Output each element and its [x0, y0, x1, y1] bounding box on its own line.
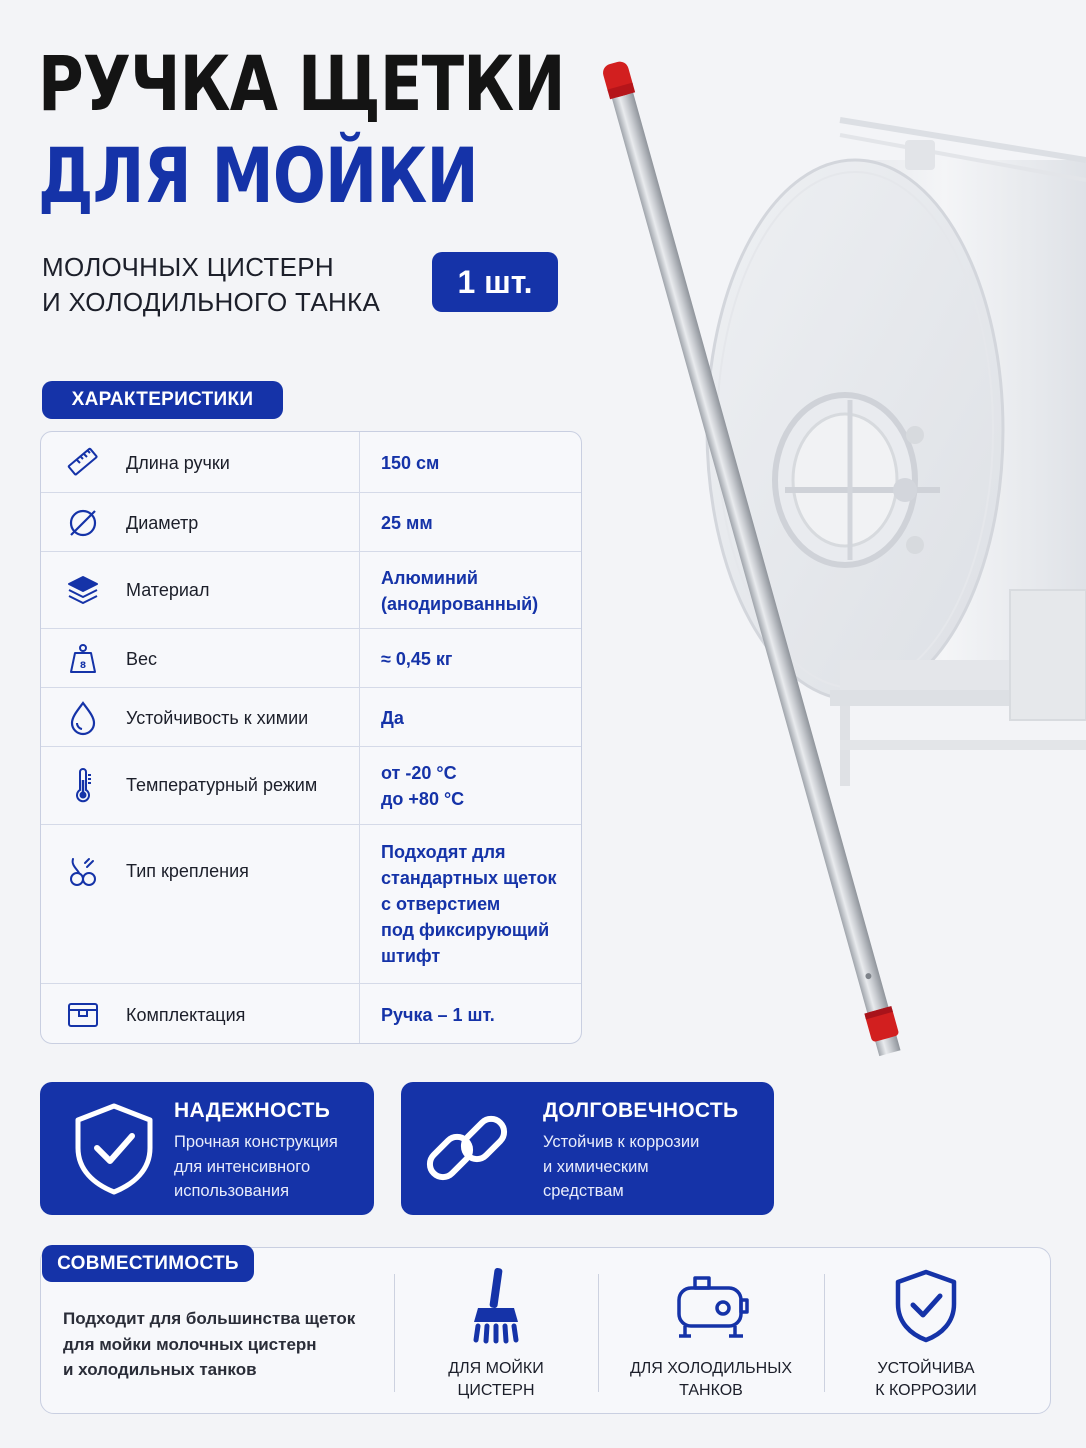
compat-item-label-line: ЦИСТЕРН	[457, 1382, 535, 1399]
spec-row-material	[41, 551, 581, 628]
spec-value-line: штифт	[381, 946, 441, 966]
chain-link-icon	[419, 1100, 515, 1196]
spec-value-line: (анодированный)	[381, 594, 539, 614]
specs-section-label: ХАРАКТЕРИСТИКИ	[42, 381, 283, 419]
compat-item-label	[616, 1358, 806, 1402]
divider	[394, 1274, 395, 1392]
feature-card-reliability	[40, 1082, 374, 1215]
spec-row-temperature	[41, 746, 581, 824]
feature-text	[543, 1130, 699, 1204]
compat-item-label	[851, 1358, 1001, 1402]
spec-value	[381, 565, 576, 617]
ruler-icon	[63, 442, 103, 482]
spec-value-line: стандартных щеток	[381, 868, 557, 888]
brush-handle-image	[590, 50, 910, 1090]
spec-label: Тип крепления	[126, 861, 249, 881]
spec-value	[381, 760, 576, 812]
shield-check-icon	[66, 1100, 162, 1196]
compatibility-text-line: для мойки молочных цистерн	[63, 1334, 317, 1354]
box-icon	[63, 994, 103, 1034]
compat-item-label-line: К КОРРОЗИИ	[875, 1382, 977, 1399]
feature-text-line: и химическим	[543, 1157, 649, 1176]
quantity-badge: 1 шт.	[432, 252, 558, 312]
svg-text:8: 8	[79, 661, 87, 671]
compat-item-label-line: ДЛЯ МОЙКИ	[448, 1360, 544, 1377]
compat-item-label-line: ТАНКОВ	[679, 1382, 743, 1399]
feature-title: ДОЛГОВЕЧНОСТЬ	[543, 1099, 739, 1122]
compat-item-corrosion	[851, 1266, 1001, 1402]
spec-label: Материал	[126, 580, 210, 600]
diameter-icon	[63, 503, 103, 543]
spec-row-length	[41, 432, 581, 492]
compat-item-cooling-tanks	[616, 1266, 806, 1402]
compat-item-label-line: ДЛЯ ХОЛОДИЛЬНЫХ	[629, 1360, 793, 1377]
spec-value	[381, 839, 576, 969]
compat-item-label	[421, 1358, 571, 1402]
spec-label: Устойчивость к химии	[126, 708, 309, 728]
spec-row-package	[41, 983, 581, 1044]
subtitle	[42, 250, 380, 320]
brush-icon	[456, 1266, 536, 1346]
spec-label: Комплектация	[126, 1005, 246, 1025]
feature-text-line: для интенсивного	[174, 1157, 311, 1176]
compat-item-label-line: УСТОЙЧИВА	[877, 1360, 975, 1377]
subtitle-line-2: И ХОЛОДИЛЬНОГО ТАНКА	[42, 287, 381, 317]
subtitle-line-1: МОЛОЧНЫХ ЦИСТЕРН	[42, 252, 334, 282]
spec-value-line: до +80 °С	[381, 789, 465, 809]
spec-row-attachment	[41, 824, 581, 983]
thermometer-icon	[63, 766, 103, 806]
spec-row-chemical	[41, 687, 581, 746]
spec-value: ≈ 0,45 кг	[381, 649, 453, 669]
specs-table	[40, 431, 582, 1044]
spec-label: Диаметр	[126, 513, 199, 533]
spec-value: 25 мм	[381, 513, 433, 533]
feature-title: НАДЕЖНОСТЬ	[174, 1099, 331, 1122]
drop-icon	[63, 698, 103, 738]
feature-text-line: средствам	[543, 1182, 624, 1200]
compat-item-tanks-washing	[421, 1266, 571, 1402]
layers-icon	[63, 571, 103, 611]
spec-value-line: с отверстием	[381, 894, 501, 914]
spec-row-weight	[41, 628, 581, 687]
spec-row-diameter	[41, 492, 581, 551]
feature-card-durability	[401, 1082, 774, 1215]
page-title-line-1: РУЧКА ЩЕТКИ	[38, 39, 565, 128]
compatibility-section-label: СОВМЕСТИМОСТЬ	[42, 1245, 254, 1282]
feature-text-line: использования	[174, 1182, 290, 1200]
spec-label: Длина ручки	[126, 453, 230, 473]
compatibility-text-line: Подходит для большинства щеток	[63, 1309, 356, 1328]
tank-icon	[671, 1266, 751, 1346]
attachment-icon	[63, 851, 103, 891]
feature-text	[174, 1130, 338, 1204]
spec-label: Температурный режим	[126, 775, 318, 795]
spec-value-line: под фиксирующий	[381, 920, 550, 940]
shield-check-icon	[886, 1266, 966, 1346]
compatibility-text-line: и холодильных танков	[63, 1360, 257, 1379]
weight-icon	[63, 639, 103, 679]
spec-value-line: Алюминий	[381, 568, 478, 588]
spec-value: Ручка – 1 шт.	[381, 1005, 495, 1025]
feature-text-line: Прочная конструкция	[174, 1133, 338, 1151]
spec-value-line: от -20 °С	[381, 763, 457, 783]
feature-text-line: Устойчив к коррозии	[543, 1133, 700, 1151]
compatibility-text	[63, 1306, 383, 1383]
spec-label: Вес	[126, 649, 158, 669]
page-title-line-2: ДЛЯ МОЙКИ	[38, 131, 478, 220]
divider	[598, 1274, 599, 1392]
spec-value: 150 см	[381, 453, 440, 473]
spec-value: Да	[381, 708, 404, 728]
divider	[824, 1274, 825, 1392]
spec-value-line: Подходят для	[381, 842, 506, 862]
